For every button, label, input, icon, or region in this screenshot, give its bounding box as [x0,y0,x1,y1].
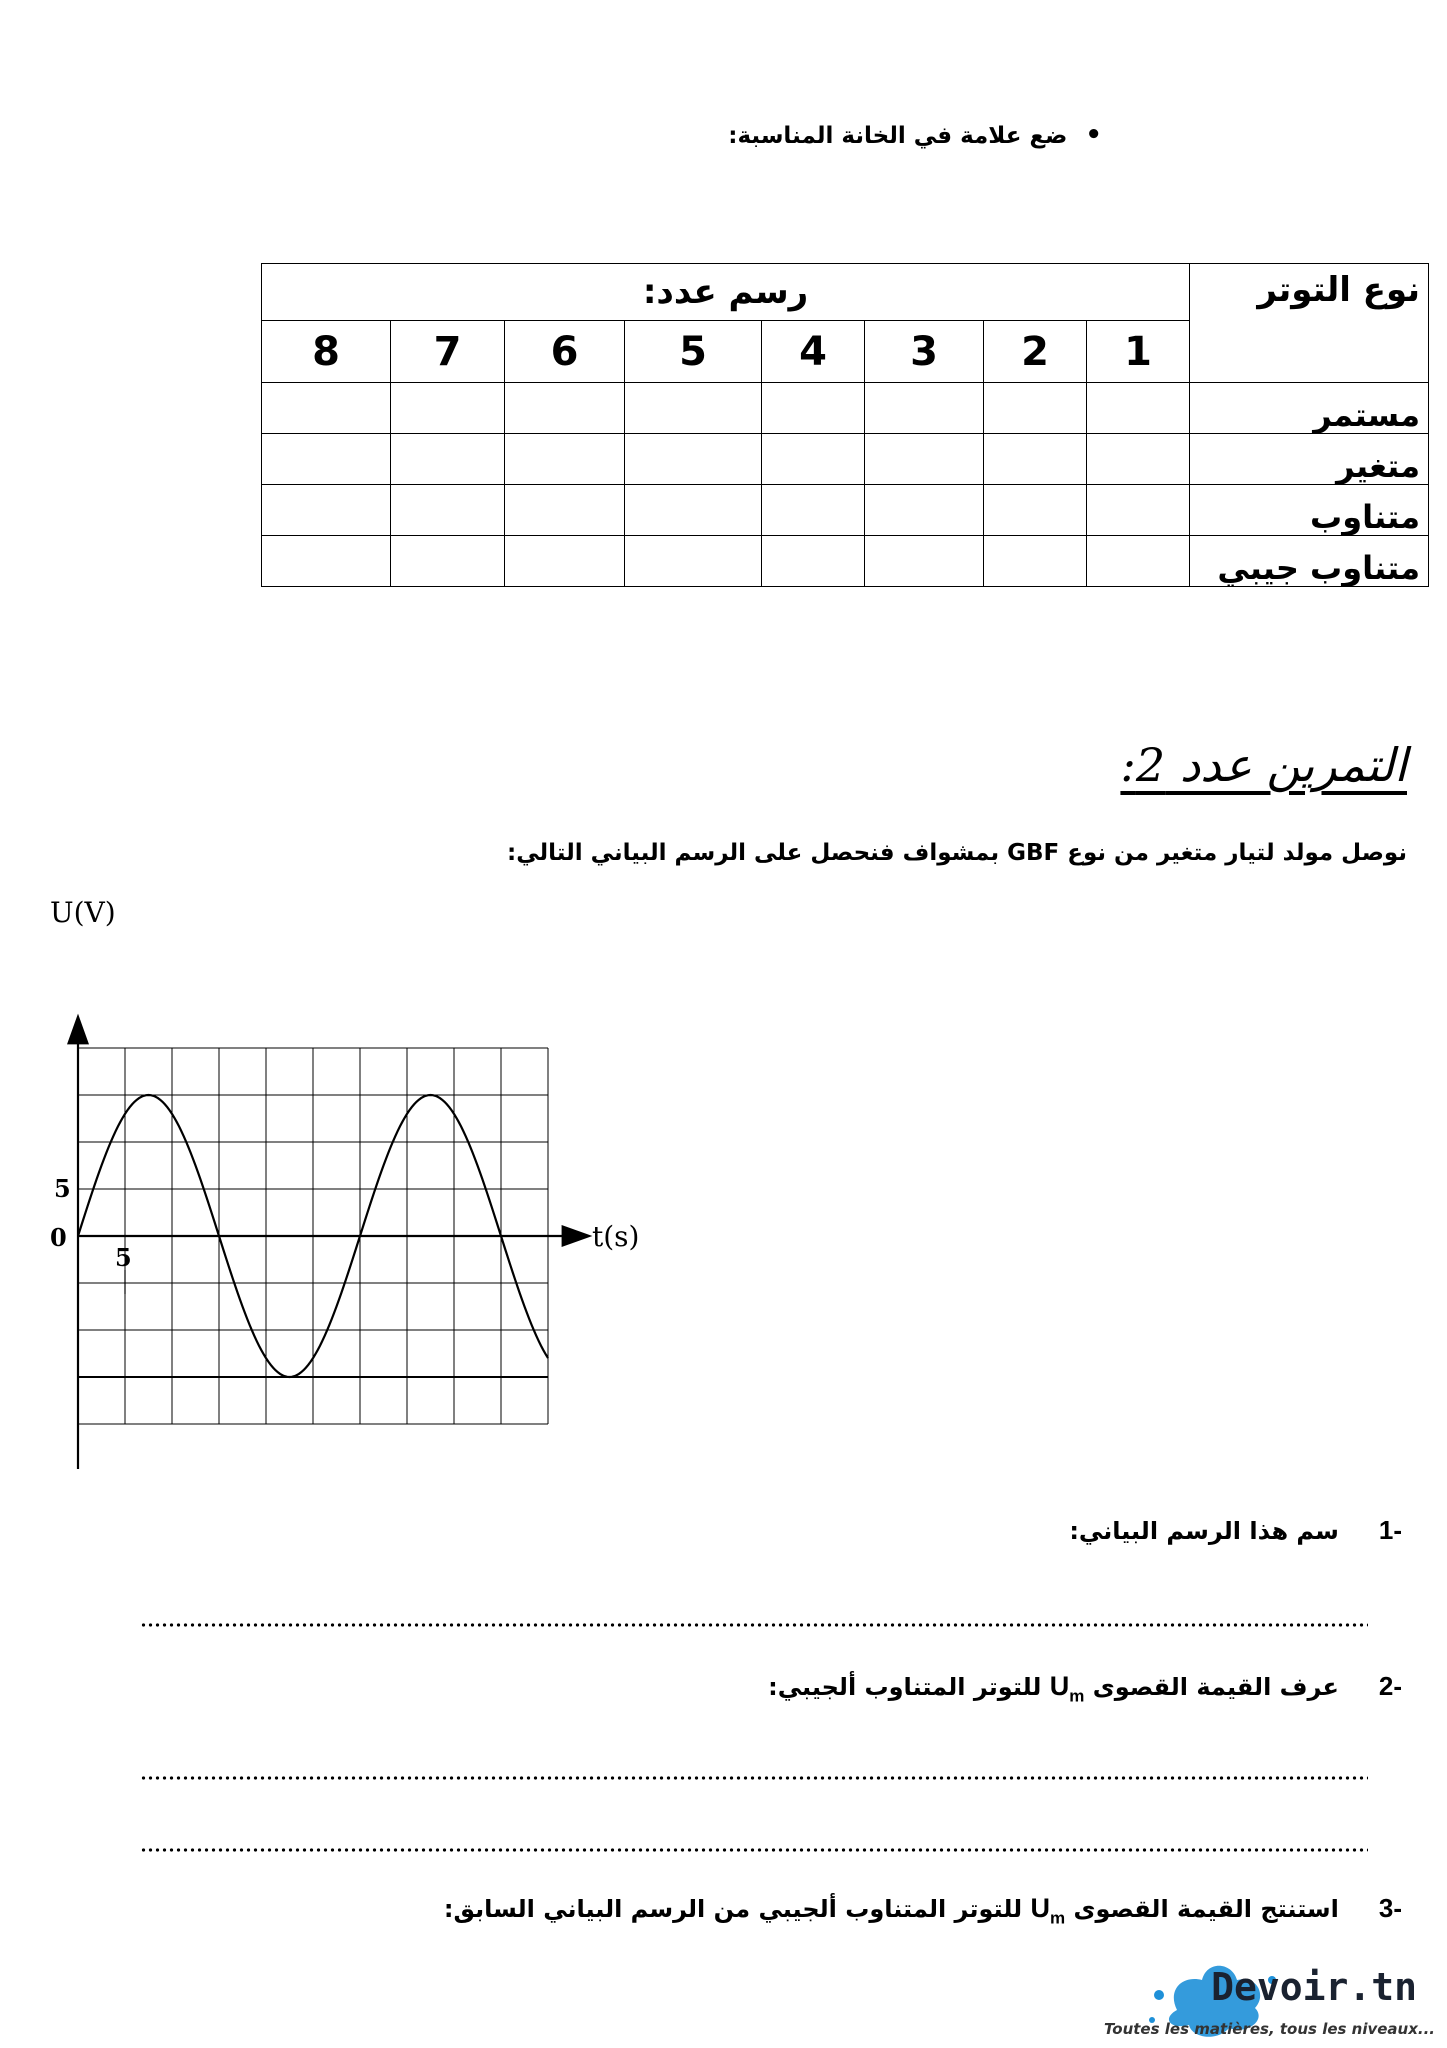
answer-cell[interactable] [391,434,505,485]
answer-cell[interactable] [625,536,762,587]
table-row [262,485,1429,536]
logo-tagline: Toutes les matières, tous les niveaux... [1103,2020,1435,2038]
question-3 [444,1893,1402,1928]
answer-cell[interactable] [1087,485,1190,536]
origin-label: 0 [50,1223,67,1252]
row-label-alternating: متناوب [1190,485,1429,536]
answer-cell[interactable] [865,536,984,587]
graph-svg [40,900,645,1490]
answer-cell[interactable] [984,536,1087,587]
classification-table [261,263,1429,587]
table-row [262,536,1429,587]
table-row [262,434,1429,485]
answer-cell[interactable] [262,536,391,587]
col-1: 1 [1087,321,1190,383]
answer-cell[interactable] [625,485,762,536]
answer-cell[interactable] [505,434,625,485]
y-tick-label: 5 [54,1174,71,1203]
exercise-intro: نوصل مولد لتيار متغير من نوع GBF بمشواف فنحصل على الرسم البياني التالي: [507,840,1407,866]
bullet: • [1085,120,1102,150]
answer-cell[interactable] [865,485,984,536]
answer-cell[interactable] [984,434,1087,485]
answer-cell[interactable] [262,485,391,536]
question-text: للتوتر المتناوب ألجيبي من الرسم البياني السابق: [443,1895,1031,1923]
question-2 [768,1671,1402,1706]
answer-cell[interactable] [1087,434,1190,485]
col-5: 5 [625,321,762,383]
answer-cell[interactable] [762,434,865,485]
exercise-title: التمرين عدد 2: [1120,738,1407,792]
answer-cell[interactable] [762,383,865,434]
instruction-text: ضع علامة في الخانة المناسبة: [728,123,1068,149]
answer-cell[interactable] [984,383,1087,434]
instruction [728,120,1102,150]
col-7: 7 [391,321,505,383]
answer-cell[interactable] [505,536,625,587]
answer-cell[interactable] [262,383,391,434]
col-3: 3 [865,321,984,383]
answer-cell[interactable] [865,434,984,485]
oscilloscope-graph [40,900,645,1490]
x-tick-label: 5 [115,1243,132,1272]
answer-line[interactable] [140,1622,1368,1628]
answer-cell[interactable] [1087,383,1190,434]
question-text: عرف القيمة القصوى [1084,1673,1339,1701]
question-1 [1069,1515,1402,1546]
logo-name: Devoir.tn [1211,1965,1417,2009]
question-number: -1 [1378,1515,1402,1545]
col-2: 2 [984,321,1087,383]
x-axis-label: t(s) [592,1220,640,1253]
answer-cell[interactable] [262,434,391,485]
y-axis-label: U(V) [50,900,116,929]
row-label-sinusoidal: متناوب جيبي [1190,536,1429,587]
answer-cell[interactable] [391,536,505,587]
question-text: استنتج القيمة القصوى [1065,1895,1339,1923]
answer-line[interactable] [140,1775,1368,1781]
col-8: 8 [262,321,391,383]
question-number: -3 [1378,1893,1402,1923]
col-6: 6 [505,321,625,383]
answer-cell[interactable] [984,485,1087,536]
um-symbol: $U_m$ [1030,1893,1066,1928]
answer-line[interactable] [140,1847,1368,1853]
answer-cell[interactable] [625,434,762,485]
um-symbol: $U_m$ [1049,1671,1085,1706]
question-text: للتوتر المتناوب ألجيبي: [768,1673,1050,1701]
answer-cell[interactable] [391,383,505,434]
answer-cell[interactable] [391,485,505,536]
graph-number-header: رسم عدد: [262,264,1190,321]
row-label-direct: مستمر [1190,383,1429,434]
table-row [262,383,1429,434]
answer-cell[interactable] [762,536,865,587]
answer-cell[interactable] [762,485,865,536]
answer-cell[interactable] [865,383,984,434]
answer-cell[interactable] [505,485,625,536]
question-text: سم هذا الرسم البياني: [1069,1517,1339,1545]
voltage-type-header: نوع التوتر [1190,264,1429,383]
answer-cell[interactable] [1087,536,1190,587]
answer-cell[interactable] [625,383,762,434]
answer-cell[interactable] [505,383,625,434]
col-4: 4 [762,321,865,383]
question-number: -2 [1378,1671,1402,1701]
row-label-variable: متغير [1190,434,1429,485]
